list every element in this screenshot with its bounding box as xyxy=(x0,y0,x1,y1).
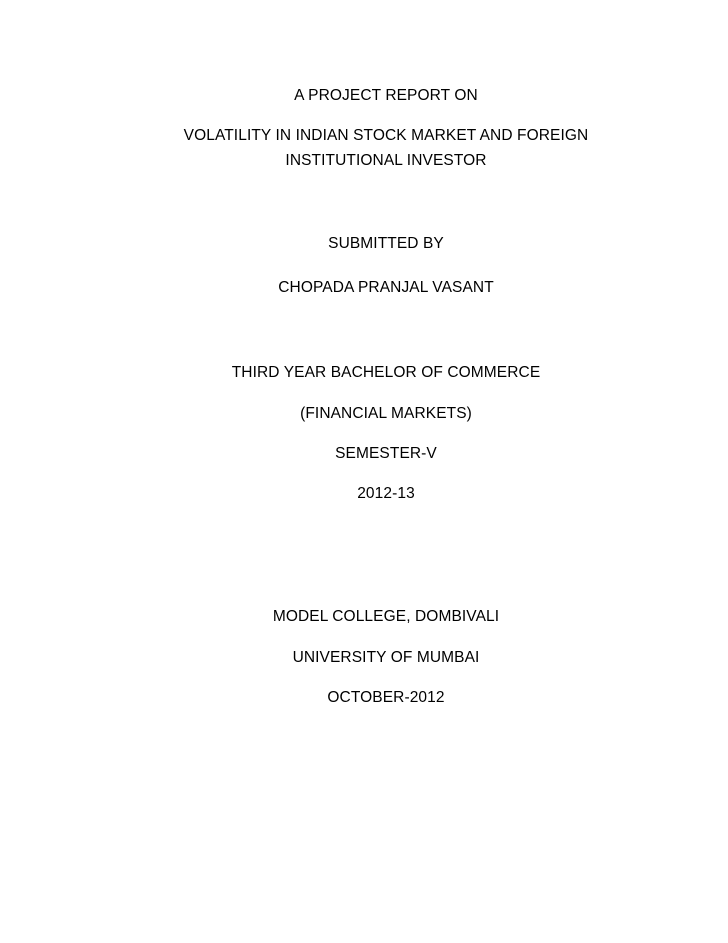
report-heading: A PROJECT REPORT ON xyxy=(294,87,478,104)
academic-year: 2012-13 xyxy=(357,485,415,502)
student-name: CHOPADA PRANJAL VASANT xyxy=(278,279,494,296)
submitted-by-label: SUBMITTED BY xyxy=(328,235,444,252)
specialization: (FINANCIAL MARKETS) xyxy=(300,405,472,422)
college-name: MODEL COLLEGE, DOMBIVALI xyxy=(272,608,500,625)
submission-date: OCTOBER-2012 xyxy=(327,689,445,706)
report-title-line-1: VOLATILITY IN INDIAN STOCK MARKET AND FOREIGN xyxy=(183,127,589,144)
program-name: THIRD YEAR BACHELOR OF COMMERCE xyxy=(231,364,541,381)
university-name: UNIVERSITY OF MUMBAI xyxy=(292,649,480,666)
report-title-line-2: INSTITUTIONAL INVESTOR xyxy=(285,152,487,169)
semester: SEMESTER-V xyxy=(335,445,437,462)
